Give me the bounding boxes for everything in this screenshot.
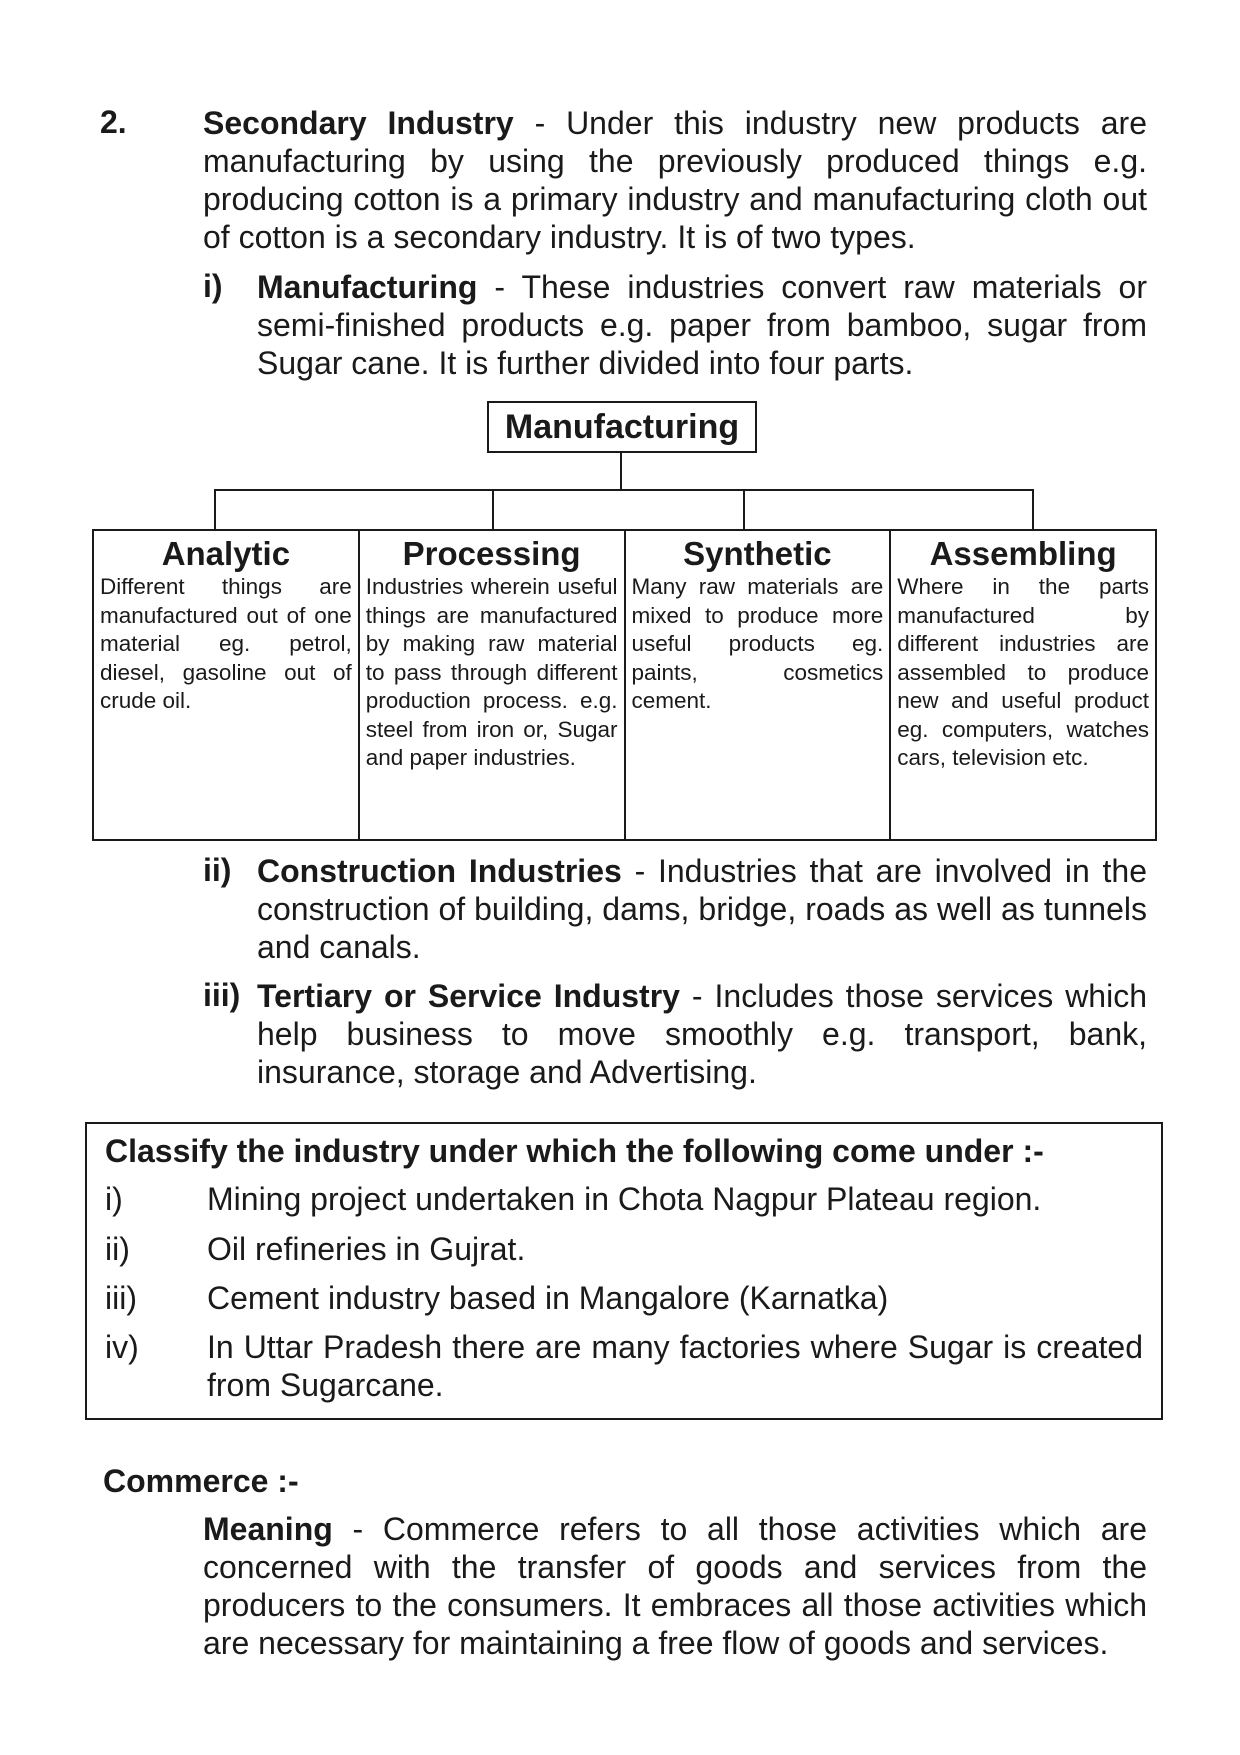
commerce-heading: Commerce :- [103,1463,299,1499]
classify-item-text: In Uttar Pradesh there are many factories where Sugar is created from Sugarcane. [207,1329,1143,1403]
diagram-column-synthetic [626,531,892,839]
diagram-column-analytic [94,531,360,839]
column-title: Synthetic [683,535,832,572]
type-marker-iii: iii) [203,977,241,1013]
classify-item-text: Oil refineries in Gujrat. [207,1231,526,1267]
diagram-drop-synthetic [743,489,745,529]
column-title: Assembling [929,535,1117,572]
classify-item-marker: i) [105,1181,123,1217]
classify-item-marker: iii) [105,1280,137,1316]
column-title: Processing [402,535,581,572]
type-marker-i: i) [203,268,223,304]
classify-item-text: Cement industry based in Mangalore (Karnatka) [207,1280,889,1316]
diagram-drop-processing [492,489,494,529]
column-text: Where in the parts manufactured by different industries are assembled to produce new and useful product eg. computers, watches cars, television etc. [897,574,1149,770]
commerce-meaning-text: - Commerce refers to all those activities which are concerned with the transfer of goods and services from the producers to the consumers. It embraces all those activities which are necessary for maintaining a free flow of goods and services. [203,1511,1147,1661]
tertiary-paragraph [257,977,1147,1091]
construction-title: Construction Industries [257,853,622,889]
secondary-industry-text: - Under this industry new products are manufacturing by using the previously produced things e.g. producing cotton is a primary industry and manufacturing cloth out of cotton is a secondary industry. It is of two types. [203,105,1148,255]
classify-item-marker: iv) [105,1329,139,1365]
diagram-branch-line [214,489,1034,491]
diagram-drop-assembling [1032,489,1034,529]
tertiary-text: - Includes those services which help business to move smoothly e.g. transport, bank, insurance, storage and Advertising. [257,978,1148,1090]
column-title: Analytic [161,535,291,572]
diagram-root-box: Manufacturing [487,401,757,453]
manufacturing-paragraph [257,268,1147,382]
tertiary-title: Tertiary or Service Industry [257,978,680,1014]
column-text: Many raw materials are mixed to produce more useful products eg. paints, cosmetics cement. [631,574,884,713]
classify-title: Classify the industry under which the following come under :- [105,1133,1044,1169]
column-text: Industries wherein useful things are manufactured by making raw material to pass through different production process. e.g. steel from iron or, Sugar and paper industries. [365,574,618,770]
classify-item [105,1279,1143,1317]
construction-paragraph [257,852,1147,966]
manufacturing-text: - These industries convert raw materials or semi-finished products e.g. paper from bamboo, sugar from Sugar cane. It is further divided into four parts. [257,269,1147,381]
secondary-industry-paragraph [203,104,1147,256]
diagram-column-processing [360,531,626,839]
classify-item [105,1328,1143,1404]
classify-item-marker: ii) [105,1231,130,1267]
classify-item [105,1180,1143,1218]
manufacturing-title: Manufacturing [257,269,478,305]
classify-exercise-box [85,1122,1163,1420]
commerce-meaning-term: Meaning [203,1511,333,1547]
type-marker-ii: ii) [203,852,232,888]
diagram-drop-analytic [214,489,216,529]
classify-item-text: Mining project undertaken in Chota Nagpur Plateau region. [207,1181,1042,1217]
classify-item [105,1230,1143,1268]
diagram-stem-line [620,453,622,490]
section-number: 2. [100,104,127,140]
secondary-industry-title: Secondary Industry [203,105,514,141]
construction-text: - Industries that are involved in the construction of building, dams, bridge, roads as well as tunnels and canals. [257,853,1148,965]
diagram-column-assembling [891,531,1155,839]
commerce-meaning-paragraph [203,1510,1147,1662]
column-text: Different things are manufactured out of one material eg. petrol, diesel, gasoline out of crude oil. [100,574,352,713]
manufacturing-types-table [92,529,1157,841]
